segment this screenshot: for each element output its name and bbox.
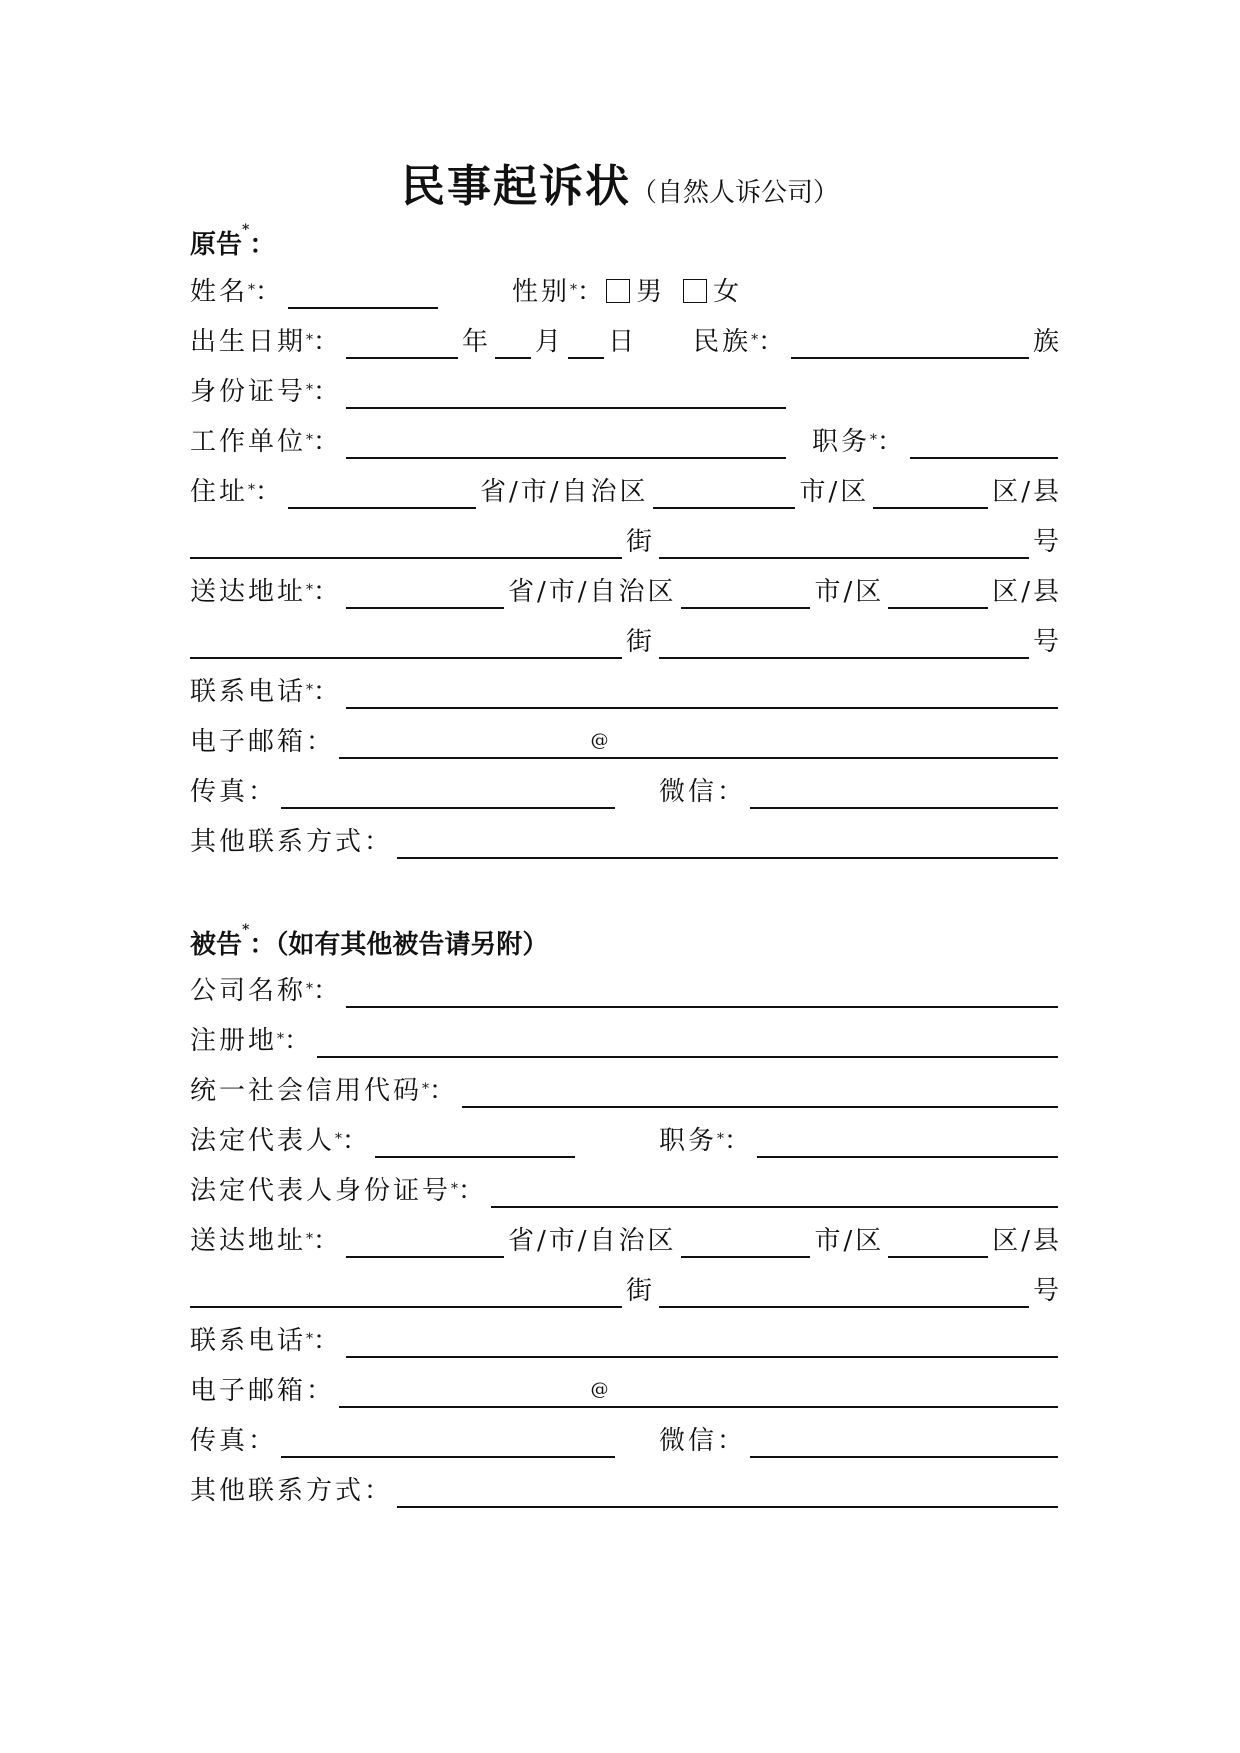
credit-code-label-text: 统一社会信用代码 <box>190 1076 423 1106</box>
defendant-fax-wechat-row <box>190 1418 1062 1458</box>
colon: ： <box>313 1326 343 1356</box>
position-label-text: 职务 <box>659 1126 718 1156</box>
plaintiff-residence-row <box>190 469 1062 509</box>
province-label: 省/市/自治区 <box>508 1226 677 1256</box>
employer-label <box>190 425 342 459</box>
colon: ： <box>255 477 285 507</box>
defendant-service-address-row <box>190 1218 1062 1258</box>
other-contact-label <box>190 825 393 859</box>
email-label <box>190 725 335 759</box>
required-mark: * <box>751 332 759 348</box>
number-label: 号 <box>1032 527 1062 557</box>
wechat-field[interactable] <box>750 777 1058 809</box>
email-field[interactable] <box>339 727 1058 759</box>
colon: ： <box>313 427 343 457</box>
defendant-service-street-field[interactable] <box>190 1276 622 1308</box>
colon: ： <box>458 1176 488 1206</box>
required-mark: * <box>248 482 256 498</box>
service-address-label-text: 送达地址 <box>190 577 307 607</box>
defendant-other-contact-label <box>190 1474 393 1508</box>
colon: ： <box>577 277 607 307</box>
defendant-service-street-row <box>190 1268 1062 1308</box>
required-mark: * <box>717 1131 725 1147</box>
legal-rep-label <box>190 1124 371 1158</box>
colon: ： <box>255 277 285 307</box>
gender-male-option[interactable] <box>606 275 665 309</box>
colon: ： <box>248 1426 278 1456</box>
colon: ： <box>248 777 278 807</box>
fax-label <box>190 775 277 809</box>
province-label: 省/市/自治区 <box>480 477 649 507</box>
ethnicity-label-text: 民族 <box>693 327 752 357</box>
title-subtitle: （自然人诉公司） <box>630 178 839 208</box>
required-mark: * <box>248 282 256 298</box>
required-mark: * <box>242 922 250 938</box>
other-contact-label-text: 其他联系方式 <box>190 827 365 857</box>
colon: ： <box>284 1026 314 1056</box>
service-street-field[interactable] <box>190 627 622 659</box>
name-field[interactable] <box>288 277 438 309</box>
phone-label <box>190 675 342 709</box>
email-label-text: 电子邮箱 <box>190 727 307 757</box>
colon: ： <box>342 1126 372 1156</box>
colon: ： <box>364 1476 394 1506</box>
company-name-label-text: 公司名称 <box>190 976 307 1006</box>
defendant-service-county-field[interactable] <box>888 1226 988 1258</box>
colon: ： <box>313 677 343 707</box>
birth-month-field[interactable] <box>495 327 531 359</box>
required-mark: * <box>306 382 314 398</box>
required-mark: * <box>306 432 314 448</box>
id-number-label-text: 身份证号 <box>190 377 307 407</box>
wechat-label <box>659 775 746 809</box>
defendant-email-field[interactable] <box>339 1376 1058 1408</box>
colon: ： <box>364 827 394 857</box>
residence-label-text: 住址 <box>190 477 249 507</box>
position-label <box>812 425 906 459</box>
female-checkbox[interactable] <box>683 279 707 303</box>
employer-label-text: 工作单位 <box>190 427 307 457</box>
residence-city-field[interactable] <box>653 477 796 509</box>
plaintiff-residence-street-row <box>190 519 1062 559</box>
legal-rep-field[interactable] <box>375 1126 575 1158</box>
colon: ： <box>306 1376 336 1406</box>
defendant-note: （如有其他被告请另附） <box>275 930 549 960</box>
city-label: 市/区 <box>814 577 885 607</box>
registered-place-field[interactable] <box>317 1026 1058 1058</box>
defendant-credit-code-row <box>190 1068 1062 1108</box>
defendant-phone-row <box>190 1318 1062 1358</box>
colon: ： <box>313 577 343 607</box>
plaintiff-name-gender-row <box>190 269 1062 309</box>
plaintiff-email-row <box>190 719 1062 759</box>
colon: ： <box>313 1226 343 1256</box>
defendant-phone-label <box>190 1324 342 1358</box>
defendant-email-row <box>190 1368 1062 1408</box>
colon: ： <box>724 1126 754 1156</box>
required-mark: * <box>306 981 314 997</box>
legal-rep-id-field[interactable] <box>491 1176 1058 1208</box>
at-sign: @ <box>590 730 609 751</box>
plaintiff-service-address-row <box>190 569 1062 609</box>
colon: ： <box>313 976 343 1006</box>
required-mark: * <box>451 1181 459 1197</box>
residence-street-field[interactable] <box>190 527 622 559</box>
defendant-legal-rep-row <box>190 1118 1062 1158</box>
plaintiff-fax-wechat-row <box>190 769 1062 809</box>
other-contact-label-text: 其他联系方式 <box>190 1476 365 1506</box>
county-label: 区/县 <box>992 577 1062 607</box>
at-sign: @ <box>590 1379 609 1400</box>
residence-county-field[interactable] <box>873 477 988 509</box>
defendant-wechat-field[interactable] <box>750 1426 1058 1458</box>
required-mark: * <box>570 282 578 298</box>
female-label: 女 <box>713 277 743 307</box>
residence-province-field[interactable] <box>288 477 476 509</box>
defendant-service-province-field[interactable] <box>346 1226 504 1258</box>
province-label: 省/市/自治区 <box>508 577 677 607</box>
legal-rep-label-text: 法定代表人 <box>190 1126 336 1156</box>
colon: ： <box>313 327 343 357</box>
defendant-email-label <box>190 1374 335 1408</box>
credit-code-field[interactable] <box>462 1076 1058 1108</box>
fax-label-text: 传真 <box>190 1426 249 1456</box>
required-mark: * <box>306 1331 314 1347</box>
id-number-field[interactable] <box>346 377 786 409</box>
street-label: 街 <box>626 627 656 657</box>
defendant-phone-field[interactable] <box>346 1326 1058 1358</box>
required-mark: * <box>870 432 878 448</box>
ethnicity-suffix: 族 <box>1032 327 1062 357</box>
defendant-service-address-label <box>190 1224 342 1258</box>
name-label-text: 姓名 <box>190 277 249 307</box>
ethnicity-field[interactable] <box>791 327 1029 359</box>
birth-day-field[interactable] <box>568 327 604 359</box>
defendant-other-contact-field[interactable] <box>397 1476 1058 1508</box>
colon: ： <box>249 930 276 960</box>
residence-label <box>190 475 284 509</box>
city-label: 市/区 <box>814 1226 885 1256</box>
document-title <box>0 150 1240 214</box>
required-mark: * <box>306 1231 314 1247</box>
plaintiff-other-contact-row <box>190 819 1062 859</box>
phone-label-text: 联系电话 <box>190 1326 307 1356</box>
colon: ： <box>877 427 907 457</box>
service-address-label <box>190 575 342 609</box>
colon: ： <box>313 377 343 407</box>
ethnicity-label <box>693 325 787 359</box>
colon: ： <box>717 777 747 807</box>
service-city-field[interactable] <box>681 577 811 609</box>
plaintiff-service-street-row <box>190 619 1062 659</box>
registered-place-label-text: 注册地 <box>190 1026 278 1056</box>
city-label: 市/区 <box>799 477 870 507</box>
email-label-text: 电子邮箱 <box>190 1376 307 1406</box>
defendant-service-city-field[interactable] <box>681 1226 811 1258</box>
service-number-field[interactable] <box>659 627 1029 659</box>
wechat-label-text: 微信 <box>659 777 718 807</box>
credit-code-label <box>190 1074 458 1108</box>
defendant-fax-label <box>190 1424 277 1458</box>
company-name-label <box>190 974 342 1008</box>
required-mark: * <box>277 1031 285 1047</box>
number-label: 号 <box>1032 1276 1062 1306</box>
defendant-service-number-field[interactable] <box>659 1276 1029 1308</box>
defendant-position-field[interactable] <box>757 1126 1058 1158</box>
service-province-field[interactable] <box>346 577 504 609</box>
birth-year-field[interactable] <box>346 327 458 359</box>
residence-number-field[interactable] <box>659 527 1029 559</box>
service-address-label-text: 送达地址 <box>190 1226 307 1256</box>
birth-label <box>190 325 342 359</box>
legal-rep-id-label-text: 法定代表人身份证号 <box>190 1176 452 1206</box>
defendant-fax-field[interactable] <box>281 1426 615 1458</box>
defendant-other-contact-row <box>190 1468 1062 1508</box>
number-label: 号 <box>1032 627 1062 657</box>
month-label: 月 <box>535 327 565 357</box>
defendant-registered-place-row <box>190 1018 1062 1058</box>
defendant-position-label <box>659 1124 753 1158</box>
birth-label-text: 出生日期 <box>190 327 307 357</box>
legal-rep-id-label <box>190 1174 487 1208</box>
required-mark: * <box>306 582 314 598</box>
street-label: 街 <box>626 527 656 557</box>
defendant-wechat-label <box>659 1424 746 1458</box>
required-mark: * <box>306 332 314 348</box>
employer-field[interactable] <box>346 427 786 459</box>
service-county-field[interactable] <box>888 577 988 609</box>
position-field[interactable] <box>910 427 1058 459</box>
id-number-label <box>190 375 342 409</box>
plaintiff-employer-row <box>190 419 1062 459</box>
required-mark: * <box>335 1131 343 1147</box>
company-name-field[interactable] <box>346 976 1058 1008</box>
street-label: 街 <box>626 1276 656 1306</box>
colon: ： <box>306 727 336 757</box>
title-main: 民事起诉状 <box>400 161 631 212</box>
plaintiff-label: 原告 <box>190 230 243 260</box>
registered-place-label <box>190 1024 313 1058</box>
wechat-label-text: 微信 <box>659 1426 718 1456</box>
required-mark: * <box>306 682 314 698</box>
defendant-label: 被告 <box>190 930 243 960</box>
plaintiff-birth-ethnicity-row <box>190 319 1062 359</box>
county-label: 区/县 <box>992 1226 1062 1256</box>
fax-label-text: 传真 <box>190 777 249 807</box>
day-label: 日 <box>608 327 638 357</box>
colon: ： <box>429 1076 459 1106</box>
gender-female-option[interactable] <box>683 275 742 309</box>
phone-field[interactable] <box>346 677 1058 709</box>
required-mark: * <box>242 222 250 238</box>
colon: ： <box>717 1426 747 1456</box>
defendant-company-name-row <box>190 968 1062 1008</box>
fax-field[interactable] <box>281 777 615 809</box>
defendant-heading <box>190 924 548 961</box>
gender-label-text: 性别 <box>512 277 571 307</box>
year-label: 年 <box>462 327 492 357</box>
colon: ： <box>249 230 276 260</box>
plaintiff-id-row <box>190 369 1062 409</box>
male-checkbox[interactable] <box>606 279 630 303</box>
name-label <box>190 275 284 309</box>
phone-label-text: 联系电话 <box>190 677 307 707</box>
county-label: 区/县 <box>992 477 1062 507</box>
male-label: 男 <box>636 277 666 307</box>
other-contact-field[interactable] <box>397 827 1058 859</box>
gender-label <box>512 275 606 309</box>
plaintiff-heading <box>190 224 275 261</box>
colon: ： <box>758 327 788 357</box>
required-mark: * <box>422 1081 430 1097</box>
defendant-legal-rep-id-row <box>190 1168 1062 1208</box>
position-label-text: 职务 <box>812 427 871 457</box>
plaintiff-phone-row <box>190 669 1062 709</box>
